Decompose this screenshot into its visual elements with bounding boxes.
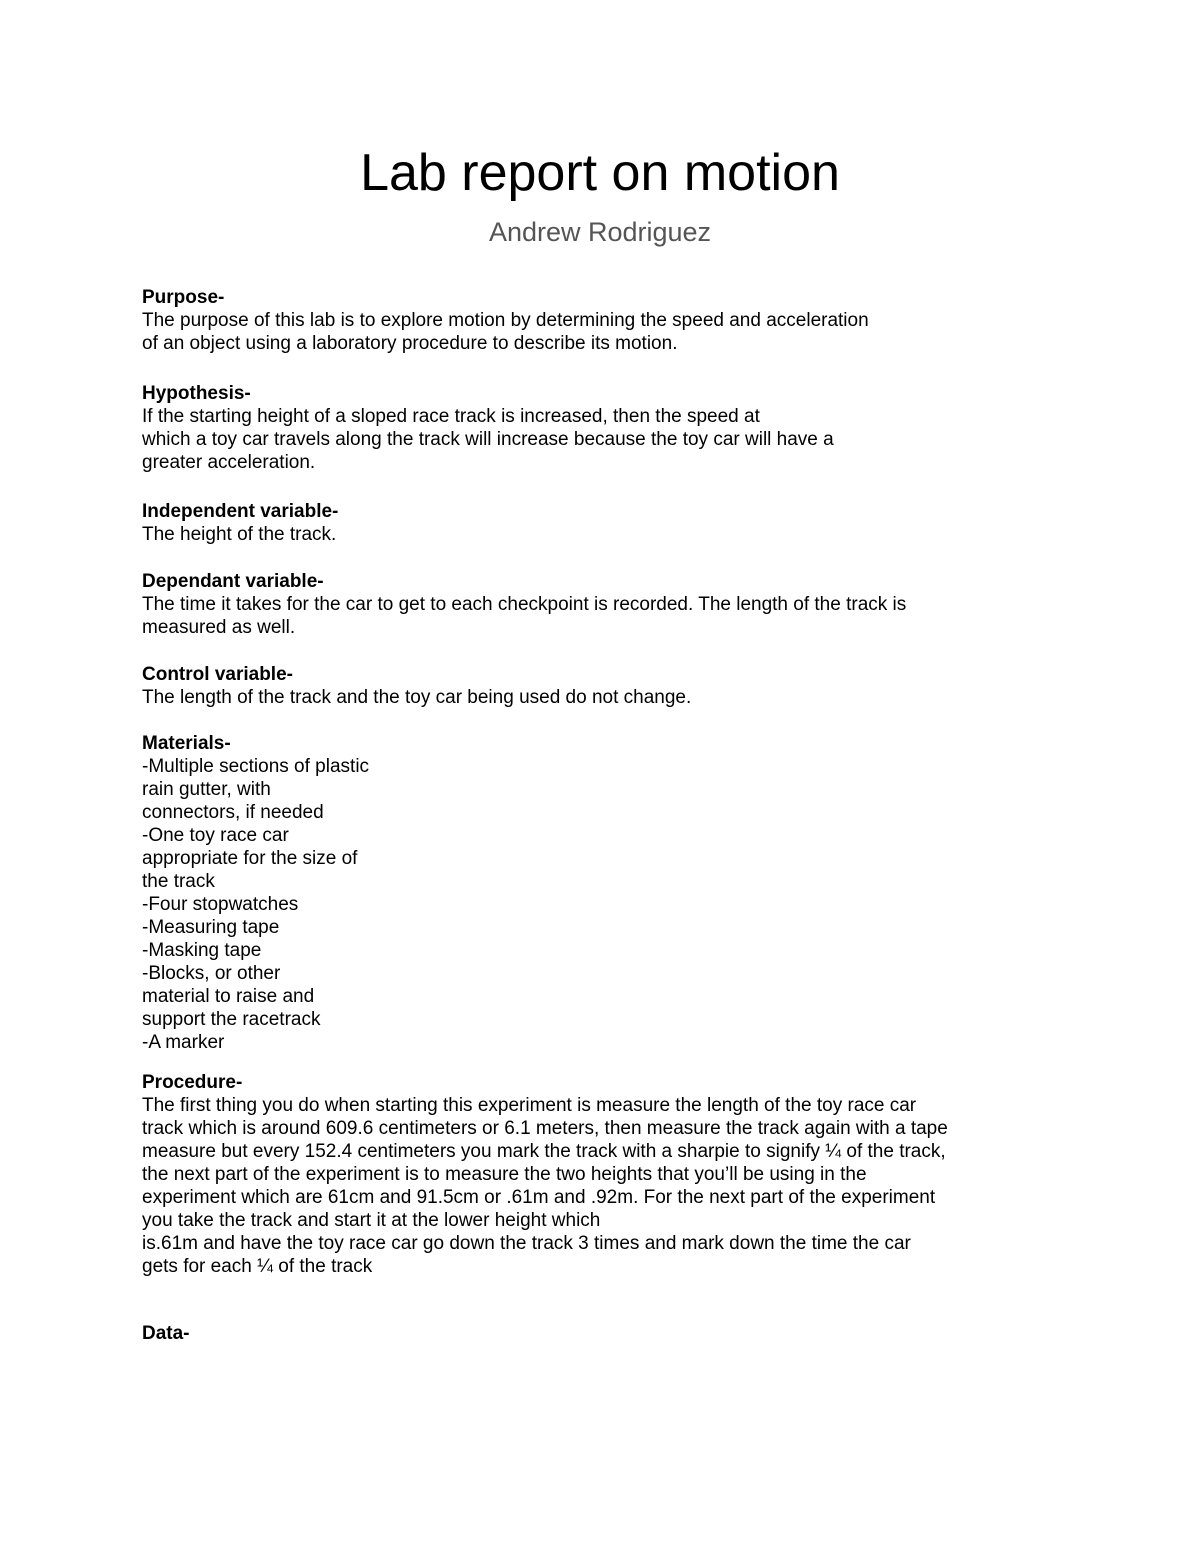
material-item: rain gutter, with — [142, 779, 271, 800]
section-heading: Independent variable- — [142, 501, 339, 522]
section-heading: Dependant variable- — [142, 571, 324, 592]
text-line: measured as well. — [142, 617, 296, 638]
section-heading: Hypothesis- — [142, 383, 251, 404]
material-item: the track — [142, 871, 215, 892]
text-line: measure but every 152.4 centimeters you mark the track with a sharpie to signify ¼ of the track, — [142, 1141, 946, 1162]
control-variable-section — [142, 663, 1072, 709]
material-item: -A marker — [142, 1032, 225, 1053]
material-item: connectors, if needed — [142, 802, 324, 823]
text-line: experiment which are 61cm and 91.5cm or .61m and .92m. For the next part of the experiment — [142, 1187, 936, 1208]
section-heading: Purpose- — [142, 287, 225, 308]
material-item: -Four stopwatches — [142, 894, 299, 915]
material-item: material to raise and — [142, 986, 315, 1007]
document-author: Andrew Rodriguez — [488, 217, 712, 247]
material-item: appropriate for the size of — [142, 848, 358, 869]
text-line: The purpose of this lab is to explore motion by determining the speed and acceleration — [142, 310, 869, 331]
hypothesis-section — [142, 382, 1072, 474]
purpose-section — [142, 286, 1072, 355]
material-item: -Blocks, or other — [142, 963, 281, 984]
text-line: greater acceleration. — [142, 452, 316, 473]
material-item: support the racetrack — [142, 1009, 321, 1030]
data-section — [142, 1322, 1072, 1345]
document-title: Lab report on motion — [360, 144, 840, 202]
section-heading: Control variable- — [142, 664, 293, 685]
text-line: the next part of the experiment is to measure the two heights that you’ll be using in the — [142, 1164, 867, 1185]
dependent-variable-section — [142, 570, 1072, 639]
material-item: -Multiple sections of plastic — [142, 756, 370, 777]
text-line: The height of the track. — [142, 524, 337, 545]
material-item: -One toy race car — [142, 825, 289, 846]
text-line: If the starting height of a sloped race track is increased, then the speed at — [142, 406, 760, 427]
section-heading: Materials- — [142, 733, 231, 754]
text-line: which a toy car travels along the track will increase because the toy car will have a — [142, 429, 834, 450]
text-line: The length of the track and the toy car being used do not change. — [142, 687, 692, 708]
material-item: -Measuring tape — [142, 917, 280, 938]
section-heading: Data- — [142, 1323, 190, 1344]
text-line: you take the track and start it at the lower height which — [142, 1210, 601, 1231]
text-line: The first thing you do when starting this experiment is measure the length of the toy race car — [142, 1095, 917, 1116]
text-line: track which is around 609.6 centimeters or 6.1 meters, then measure the track again with a tape — [142, 1118, 948, 1139]
text-line: of an object using a laboratory procedure to describe its motion. — [142, 333, 678, 354]
text-line: gets for each ¼ of the track — [142, 1256, 373, 1277]
independent-variable-section — [142, 500, 1072, 546]
section-heading: Procedure- — [142, 1072, 243, 1093]
text-line: The time it takes for the car to get to each checkpoint is recorded. The length of the track is — [142, 594, 907, 615]
text-line: is.61m and have the toy race car go down the track 3 times and mark down the time the car — [142, 1233, 911, 1254]
material-item: -Masking tape — [142, 940, 262, 961]
materials-section — [142, 732, 1072, 1054]
procedure-section — [142, 1071, 1072, 1278]
